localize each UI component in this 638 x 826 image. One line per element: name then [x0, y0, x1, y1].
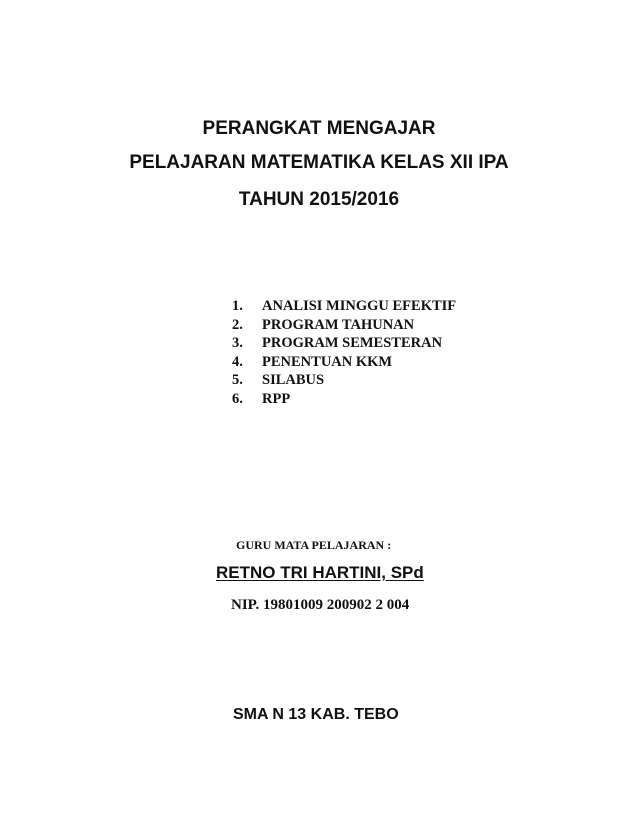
- list-item-label: SILABUS: [262, 372, 325, 388]
- teacher-label: GURU MATA PELAJARAN :: [236, 538, 392, 552]
- list-item-label: RPP: [262, 390, 291, 407]
- teacher-name: RETNO TRI HARTINI, SPd: [216, 563, 424, 582]
- list-item: [232, 371, 456, 390]
- list-item: [232, 297, 456, 316]
- title-line-2: PELAJARAN MATEMATIKA KELAS XII IPA: [129, 152, 509, 173]
- list-item-number: 1.: [232, 298, 243, 314]
- list-item-label: PROGRAM SEMESTERAN: [262, 335, 443, 351]
- list-item-number: 6.: [232, 390, 243, 407]
- list-item-label: PROGRAM TAHUNAN: [262, 316, 415, 333]
- contents-list: [232, 297, 456, 408]
- list-item-number: 2.: [232, 316, 243, 333]
- teacher-nip: NIP. 19801009 200902 2 004: [231, 597, 410, 613]
- list-item-label: PENENTUAN KKM: [262, 353, 393, 370]
- list-item: [232, 390, 456, 409]
- list-item: [232, 316, 456, 335]
- list-item-label: ANALISI MINGGU EFEKTIF: [262, 298, 457, 314]
- list-item-number: 5.: [232, 372, 243, 388]
- list-item: [232, 353, 456, 372]
- list-item: [232, 334, 456, 353]
- title-line-3: TAHUN 2015/2016: [238, 189, 400, 210]
- school-name: SMA N 13 KAB. TEBO: [233, 706, 399, 723]
- title-line-1: PERANGKAT MENGAJAR: [202, 118, 436, 139]
- list-item-number: 3.: [232, 335, 243, 351]
- list-item-number: 4.: [232, 353, 243, 370]
